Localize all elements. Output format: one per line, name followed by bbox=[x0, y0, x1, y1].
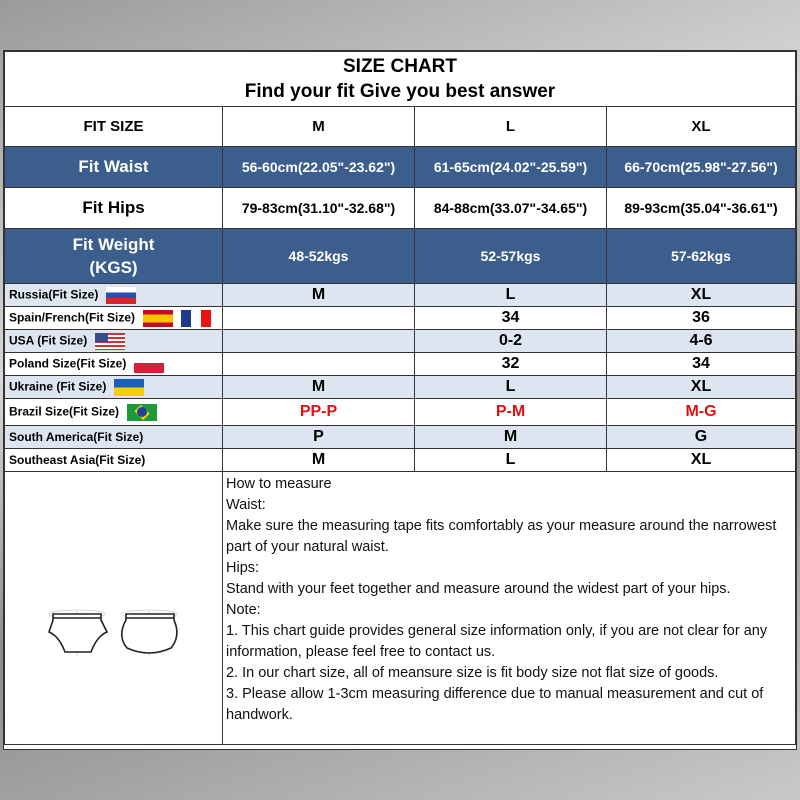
size-value: M bbox=[223, 284, 415, 307]
country-label: South America(Fit Size) bbox=[9, 430, 144, 444]
weight-label bbox=[5, 229, 223, 284]
size-value: XL bbox=[607, 284, 796, 307]
size-value: PP-P bbox=[223, 399, 415, 426]
waist-value: 56-60cm(22.05"-23.62") bbox=[223, 147, 415, 188]
size-value: (KGS) bbox=[89, 258, 138, 277]
chart-title bbox=[5, 52, 796, 107]
poland-flag-icon bbox=[134, 356, 164, 373]
size-value: Fit Weight bbox=[72, 235, 155, 254]
country-label: Poland Size(Fit Size) bbox=[9, 356, 127, 371]
size-value bbox=[223, 330, 415, 353]
hips-value: 84-88cm(33.07"-34.65") bbox=[415, 188, 607, 229]
size-value: Find your fit Give you best answer bbox=[244, 81, 556, 102]
size-m: M bbox=[223, 107, 415, 147]
size-value bbox=[223, 353, 415, 376]
size-value: L bbox=[415, 284, 607, 307]
fit-size-label: FIT SIZE bbox=[5, 107, 223, 147]
hips-value: 79-83cm(31.10"-32.68") bbox=[223, 188, 415, 229]
country-row bbox=[5, 284, 796, 307]
country-row bbox=[5, 399, 796, 426]
france-flag-icon bbox=[181, 310, 211, 327]
weight-value: 52-57kgs bbox=[415, 229, 607, 284]
country-label: Brazil Size(Fit Size) bbox=[9, 404, 120, 419]
waist-label: Fit Waist bbox=[5, 147, 223, 188]
country-label: USA (Fit Size) bbox=[9, 333, 88, 348]
country-row bbox=[5, 376, 796, 399]
how-to-measure bbox=[223, 472, 796, 745]
size-value: Note: bbox=[226, 602, 261, 618]
size-value: 0-2 bbox=[415, 330, 607, 353]
country-label: Spain/French(Fit Size) bbox=[9, 310, 136, 325]
hips-label: Fit Hips bbox=[5, 188, 223, 229]
size-value: P-M bbox=[415, 399, 607, 426]
size-value: M-G bbox=[607, 399, 796, 426]
size-value: L bbox=[415, 376, 607, 399]
country-row bbox=[5, 449, 796, 472]
country-label: Ukraine (Fit Size) bbox=[9, 379, 107, 394]
size-value: M bbox=[223, 449, 415, 472]
size-l: L bbox=[415, 107, 607, 147]
brazil-flag-icon bbox=[127, 404, 157, 421]
size-value: 34 bbox=[415, 307, 607, 330]
waist-value: 61-65cm(24.02"-25.59") bbox=[415, 147, 607, 188]
underwear-diagram-icon bbox=[9, 556, 219, 656]
size-value: L bbox=[415, 449, 607, 472]
country-label: Russia(Fit Size) bbox=[9, 287, 99, 302]
size-value: 34 bbox=[607, 353, 796, 376]
weight-value: 57-62kgs bbox=[607, 229, 796, 284]
waist-value: 66-70cm(25.98"-27.56") bbox=[607, 147, 796, 188]
size-value: 1. This chart guide provides general size information only, if you are not clear for any information, please feel free to contact us. bbox=[226, 623, 768, 660]
size-value: Hips: bbox=[226, 560, 260, 576]
size-value: 4-6 bbox=[607, 330, 796, 353]
size-value: 36 bbox=[607, 307, 796, 330]
size-value: 32 bbox=[415, 353, 607, 376]
size-value: Stand with your feet together and measure around the widest part of your hips. bbox=[226, 581, 731, 597]
hips-value: 89-93cm(35.04"-36.61") bbox=[607, 188, 796, 229]
size-value: M bbox=[415, 426, 607, 449]
country-row bbox=[5, 353, 796, 376]
size-value: G bbox=[607, 426, 796, 449]
size-value: 2. In our chart size, all of meansure size is fit body size not flat size of goods. bbox=[226, 665, 719, 681]
size-xl: XL bbox=[607, 107, 796, 147]
country-row bbox=[5, 330, 796, 353]
country-row bbox=[5, 426, 796, 449]
size-value: Make sure the measuring tape fits comfortably as your measure around the narrowest part of your natural waist. bbox=[226, 518, 777, 555]
country-label: Southeast Asia(Fit Size) bbox=[9, 453, 146, 467]
russia-flag-icon bbox=[106, 287, 136, 304]
size-chart bbox=[3, 50, 797, 750]
size-value: XL bbox=[607, 376, 796, 399]
usa-flag-icon bbox=[95, 333, 125, 350]
measure-illustration bbox=[5, 472, 223, 745]
size-value: 3. Please allow 1-3cm measuring difference due to manual measurement and cut of handwork. bbox=[226, 686, 764, 723]
size-value: P bbox=[223, 426, 415, 449]
size-value: How to measure bbox=[226, 476, 332, 492]
weight-value: 48-52kgs bbox=[223, 229, 415, 284]
size-value: XL bbox=[607, 449, 796, 472]
spain-flag-icon bbox=[143, 310, 173, 327]
size-value: Waist: bbox=[226, 497, 266, 513]
ukraine-flag-icon bbox=[114, 379, 144, 396]
size-value: SIZE CHART bbox=[343, 56, 457, 77]
size-value bbox=[223, 307, 415, 330]
size-value: M bbox=[223, 376, 415, 399]
country-row bbox=[5, 307, 796, 330]
